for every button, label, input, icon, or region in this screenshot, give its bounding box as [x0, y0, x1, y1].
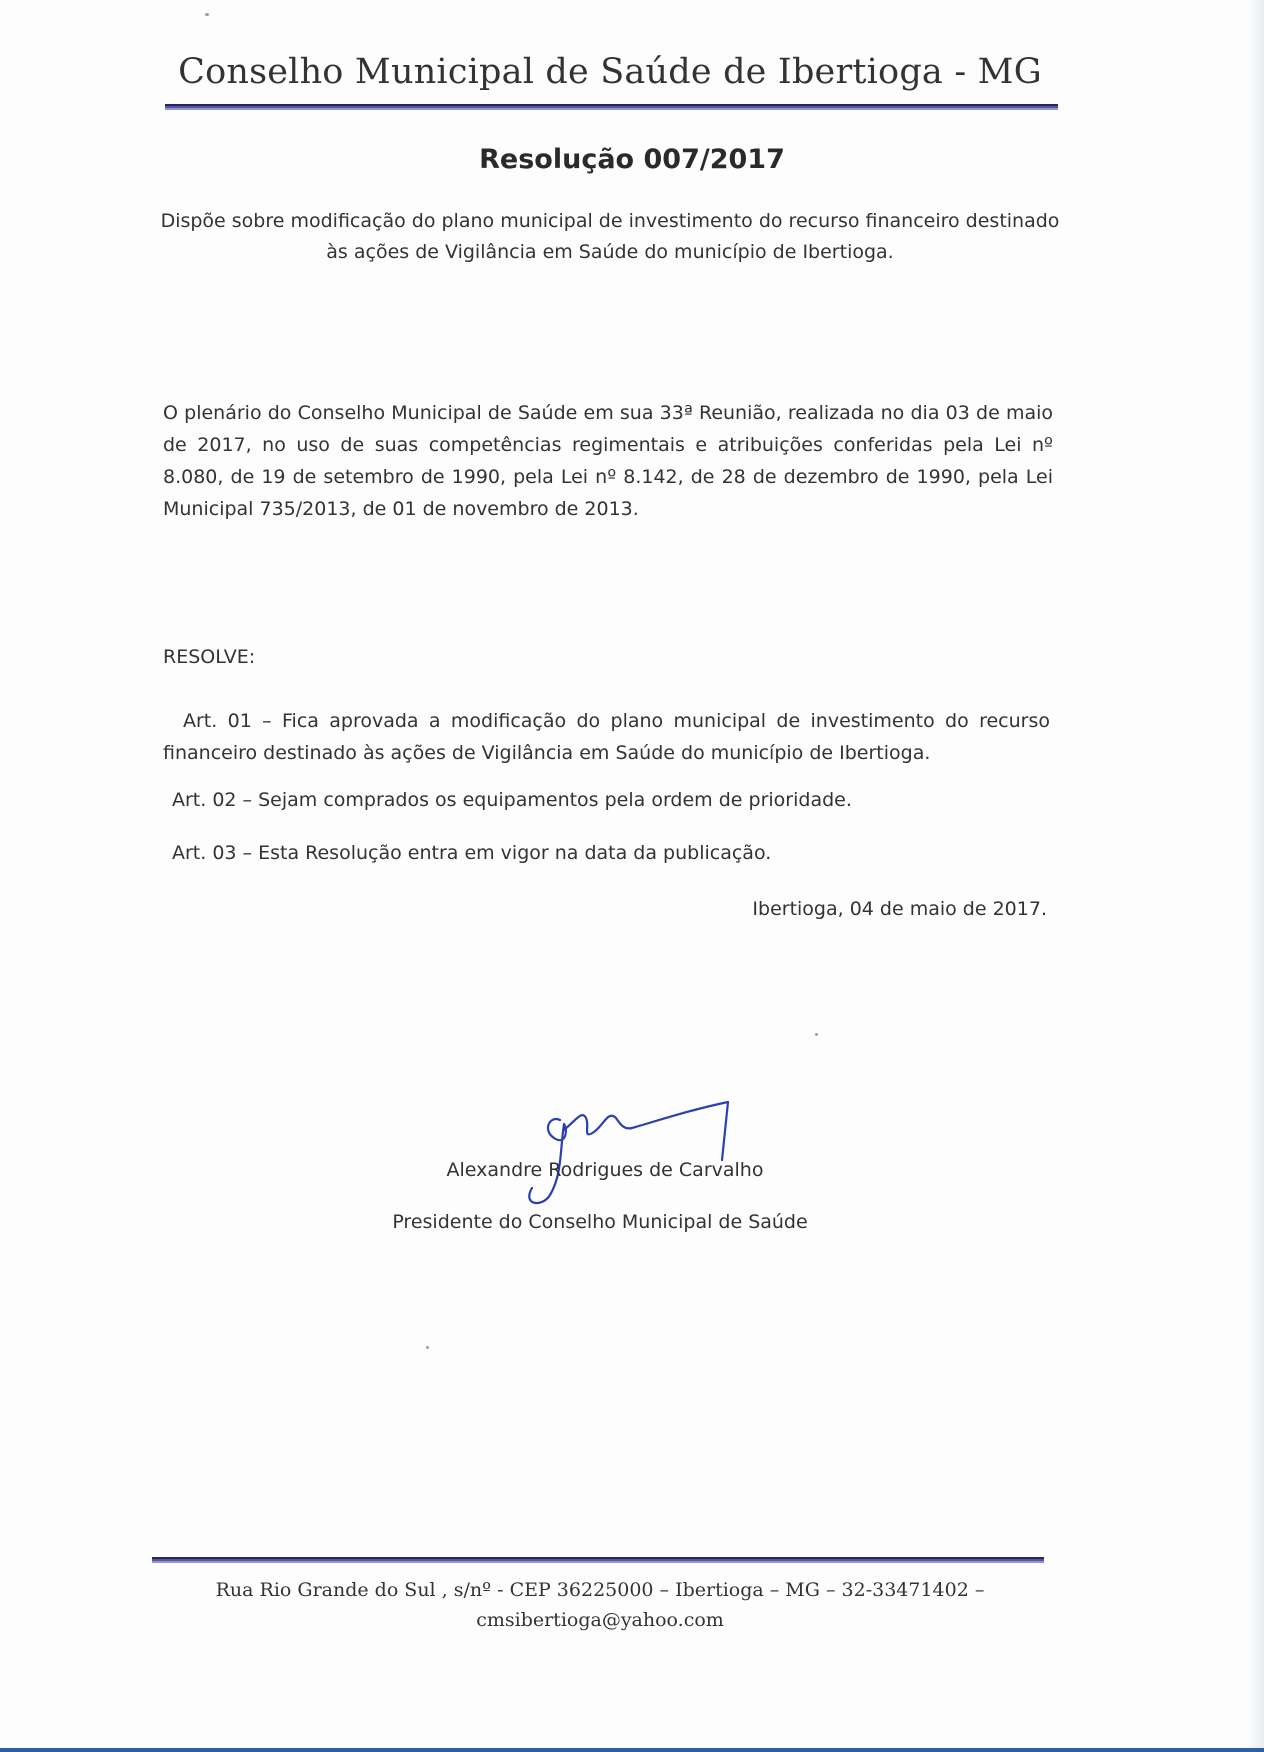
signatory-name: Alexandre Rodrigues de Carvalho	[446, 1159, 764, 1181]
handwritten-signature	[520, 1090, 750, 1220]
summary-line: Dispõe sobre modificação do plano municipal de investimento do recurso financeiro destinado	[160, 210, 1060, 232]
scan-bottom-strip	[0, 1748, 1264, 1752]
summary-line: às ações de Vigilância em Saúde do município de Ibertioga.	[326, 241, 894, 263]
footer-email: cmsibertioga@yahoo.com	[476, 1609, 724, 1631]
scan-edge-shadow	[1246, 0, 1264, 1752]
scan-speck	[815, 1033, 818, 1036]
article-02: Art. 02 – Sejam comprados os equipamentos pela ordem de prioridade.	[172, 789, 852, 811]
scan-speck	[426, 1346, 429, 1349]
header-rule	[165, 104, 1058, 110]
footer-rule	[152, 1557, 1044, 1563]
footer-address	[150, 1575, 1050, 1635]
council-header-title: Conselho Municipal de Saúde de Ibertioga - MG	[178, 52, 1042, 92]
footer-address-line: Rua Rio Grande do Sul , s/nº - CEP 36225000 – Ibertioga – MG – 32-33471402 –	[215, 1579, 985, 1601]
place-date: Ibertioga, 04 de maio de 2017.	[752, 898, 1047, 920]
resolve-heading: RESOLVE:	[163, 646, 256, 668]
scan-speck	[205, 13, 209, 16]
preamble-paragraph: O plenário do Conselho Municipal de Saúde em sua 33ª Reunião, realizada no dia 03 de maio de 2017, no uso de suas competências regimentais e atribuições conferidas pela Lei nº 8.080, de 19 de setembro de 1990, pela Lei nº 8.142, de 28 de dezembro de 1990, pela Lei Municipal 735/2013, de 01 de novembro de 2013.	[163, 402, 1053, 520]
article-01: Art. 01 – Fica aprovada a modificação do plano municipal de investimento do recurso financeiro destinado às ações de Vigilância em Saúde do município de Ibertioga.	[163, 710, 1050, 764]
resolution-summary	[160, 206, 1060, 268]
article-03: Art. 03 – Esta Resolução entra em vigor na data da publicação.	[172, 842, 772, 864]
resolution-title: Resolução 007/2017	[479, 144, 785, 175]
signatory-role: Presidente do Conselho Municipal de Saúde	[392, 1211, 808, 1233]
